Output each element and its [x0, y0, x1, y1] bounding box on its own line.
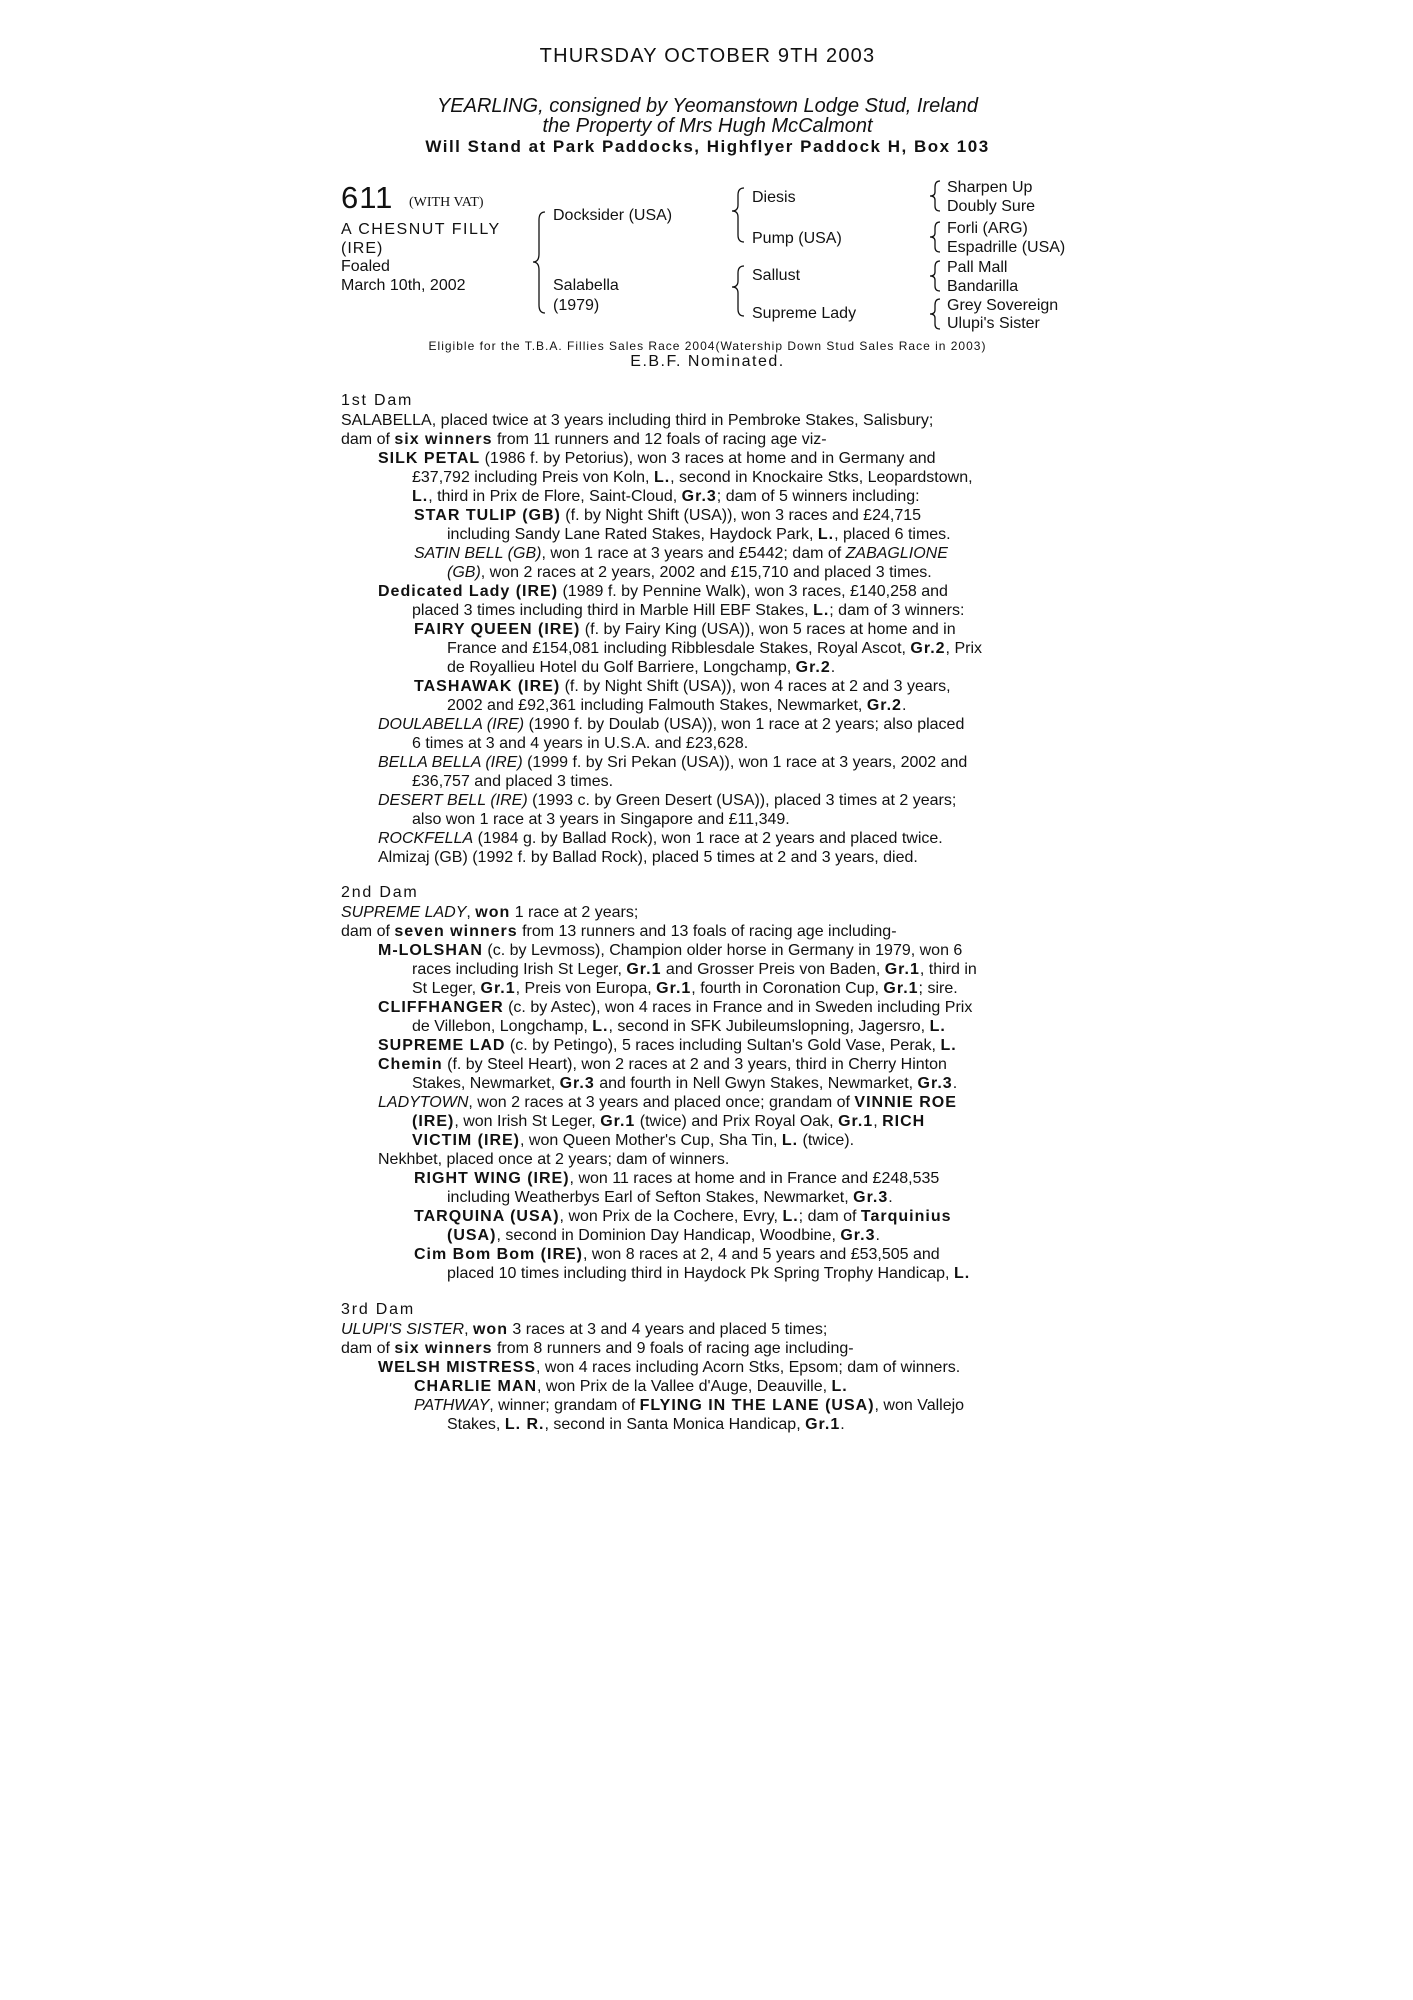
- pedigree-dam: Salabella: [553, 277, 619, 294]
- text-line: [447, 1226, 880, 1245]
- pedigree-sire-dam: Pump (USA): [752, 230, 842, 247]
- text-segment: L.: [653, 469, 671, 486]
- text-line: [412, 772, 613, 791]
- text-segment: (c. by Levmoss), Champion older horse in Germany in 1979, won 6: [482, 942, 963, 959]
- pedigree-gen4-8: Ulupi's Sister: [947, 315, 1040, 332]
- text-segment: won: [472, 1321, 508, 1338]
- text-line: [341, 430, 827, 449]
- text-segment: TARQUINA (USA): [414, 1208, 560, 1225]
- text-segment: Gr.2: [866, 697, 902, 714]
- text-segment: LADYTOWN: [378, 1094, 469, 1111]
- text-segment: (GB): [447, 564, 481, 581]
- text-segment: Dedicated Lady (IRE): [378, 583, 559, 600]
- text-line: [414, 1169, 939, 1188]
- text-segment: DESERT BELL (IRE): [378, 792, 528, 809]
- text-segment: , won Prix de la Cochere, Evry,: [559, 1208, 783, 1225]
- text-segment: dam of: [341, 431, 395, 448]
- text-line: [378, 1358, 960, 1377]
- text-segment: including Weatherbys Earl of Sefton Stakes, Newmarket,: [447, 1189, 854, 1206]
- text-segment: 2002 and £92,361 including Falmouth Stakes, Newmarket,: [447, 697, 867, 714]
- text-segment: Gr.1: [656, 980, 692, 997]
- text-segment: , won Vallejo: [874, 1397, 965, 1414]
- text-segment: RICH: [882, 1113, 926, 1130]
- ebf-nomination: E.B.F. Nominated.: [630, 353, 785, 370]
- text-segment: St Leger,: [412, 980, 481, 997]
- text-line: [378, 848, 918, 867]
- pedigree-sire: Docksider (USA): [553, 207, 673, 224]
- text-segment: Gr.1: [480, 980, 516, 997]
- text-segment: L.: [940, 1037, 957, 1054]
- text-segment: 1 race at 2 years;: [510, 904, 639, 921]
- text-segment: Tarquinius: [860, 1208, 952, 1225]
- text-segment: Gr.1: [883, 980, 919, 997]
- text-segment: (f. by Night Shift (USA)), won 4 races at 2 and 3 years,: [560, 678, 951, 695]
- text-segment: (IRE): [412, 1113, 455, 1130]
- text-segment: WELSH MISTRESS: [378, 1359, 537, 1376]
- text-line: [341, 1339, 854, 1358]
- text-segment: Nekhbet, placed once at 2 years; dam of winners.: [378, 1151, 730, 1168]
- property-line: the Property of Mrs Hugh McCalmont: [542, 115, 873, 137]
- text-segment: L.: [782, 1208, 799, 1225]
- text-line: [378, 829, 943, 848]
- text-segment: L.: [813, 602, 830, 619]
- text-line: [378, 715, 964, 734]
- text-line: [412, 1017, 946, 1036]
- text-line: [378, 1150, 729, 1169]
- pedigree-dam-sire: Sallust: [752, 267, 801, 284]
- text-segment: ; dam of 3 winners:: [829, 602, 965, 619]
- text-segment: ULUPI'S SISTER: [341, 1321, 465, 1338]
- text-line: [414, 506, 921, 525]
- foaled-label: Foaled: [341, 258, 390, 275]
- text-segment: Gr.1: [838, 1113, 874, 1130]
- text-segment: placed 3 times including third in Marble Hill EBF Stakes,: [412, 602, 814, 619]
- text-segment: Gr.3: [681, 488, 717, 505]
- text-segment: and Grosser Preis von Baden,: [661, 961, 885, 978]
- text-segment: SILK PETAL: [378, 450, 481, 467]
- text-segment: France and £154,081 including Ribblesdale Stakes, Royal Ascot,: [447, 640, 911, 657]
- text-segment: L.: [953, 1265, 971, 1282]
- sale-date: THURSDAY OCTOBER 9TH 2003: [539, 45, 876, 67]
- text-line: [412, 1112, 925, 1131]
- text-segment: Gr.3: [853, 1189, 889, 1206]
- text-line: [447, 525, 951, 544]
- text-segment: STAR TULIP (GB): [414, 507, 561, 524]
- pedigree-gen4-6: Bandarilla: [947, 278, 1019, 295]
- text-line: [378, 1093, 957, 1112]
- text-segment: .: [888, 1189, 893, 1206]
- text-segment: , second in Knockaire Stks, Leopardstown,: [670, 469, 973, 486]
- text-segment: (1999 f. by Sri Pekan (USA)), won 1 race at 3 years, 2002 and: [522, 754, 968, 771]
- text-line: [414, 544, 948, 563]
- text-segment: Gr.3: [917, 1075, 953, 1092]
- text-segment: , won Prix de la Vallee d'Auge, Deauville,: [537, 1378, 832, 1395]
- text-segment: (f. by Night Shift (USA)), won 3 races and £24,715: [560, 507, 922, 524]
- text-segment: , second in SFK Jubileumslopning, Jagersro,: [608, 1018, 930, 1035]
- text-line: [341, 903, 638, 922]
- text-segment: placed 10 times including third in Haydock Pk Spring Trophy Handicap,: [447, 1265, 954, 1282]
- text-segment: six winners: [394, 431, 493, 448]
- text-segment: L.: [592, 1018, 609, 1035]
- text-segment: (1989 f. by Pennine Walk), won 3 races, £140,258 and: [558, 583, 948, 600]
- text-segment: (1993 c. by Green Desert (USA)), placed 3 times at 2 years;: [527, 792, 957, 809]
- text-line: [412, 468, 973, 487]
- text-segment: (1984 g. by Ballad Rock), won 1 race at 2 years and placed twice.: [473, 830, 943, 847]
- text-segment: .: [875, 1227, 880, 1244]
- text-segment: , fourth in Coronation Cup,: [691, 980, 884, 997]
- text-segment: Cim Bom Bom (IRE): [414, 1246, 583, 1263]
- text-line: [412, 1074, 957, 1093]
- text-segment: seven winners: [394, 923, 518, 940]
- lot-number: 611: [341, 180, 394, 215]
- text-line: [378, 941, 962, 960]
- text-segment: Gr.1: [884, 961, 920, 978]
- text-line: [341, 411, 933, 430]
- pedigree-gen4-2: Doubly Sure: [947, 198, 1036, 215]
- lot-origin: (IRE): [341, 240, 384, 257]
- text-segment: , third in Prix de Flore, Saint-Cloud,: [428, 488, 682, 505]
- text-segment: 6 times at 3 and 4 years in U.S.A. and £23,628.: [412, 735, 749, 752]
- text-segment: CLIFFHANGER: [378, 999, 504, 1016]
- text-segment: , second in Dominion Day Handicap, Woodbine,: [496, 1227, 841, 1244]
- text-line: [447, 658, 835, 677]
- text-segment: Stakes, Newmarket,: [412, 1075, 560, 1092]
- consignment-line: YEARLING, consigned by Yeomanstown Lodge Stud, Ireland: [436, 95, 979, 117]
- text-segment: from 8 runners and 9 foals of racing age including-: [492, 1340, 854, 1357]
- text-segment: , won Queen Mother's Cup, Sha Tin,: [520, 1132, 782, 1149]
- text-segment: L.: [817, 526, 835, 543]
- text-segment: dam of: [341, 1340, 395, 1357]
- text-segment: L. R.: [504, 1416, 545, 1433]
- text-segment: SALABELLA, placed twice at 3 years including third in Pembroke Stakes, Salisbury;: [341, 412, 934, 429]
- text-segment: (f. by Steel Heart), won 2 races at 2 and 3 years, third in Cherry Hinton: [442, 1056, 947, 1073]
- text-segment: SUPREME LADY: [341, 904, 467, 921]
- text-line: [447, 696, 906, 715]
- text-line: [414, 1377, 848, 1396]
- text-line: [378, 1036, 957, 1055]
- text-line: [341, 922, 897, 941]
- text-segment: six winners: [394, 1340, 493, 1357]
- text-segment: , won 11 races at home and in France and £248,535: [569, 1170, 940, 1187]
- text-segment: .: [830, 659, 836, 676]
- text-line: [414, 1396, 964, 1415]
- text-segment: , Prix: [945, 640, 982, 657]
- text-line: [378, 582, 948, 601]
- text-segment: ROCKFELLA: [378, 830, 474, 847]
- text-segment: (twice).: [798, 1132, 855, 1149]
- pedigree-gen4-7: Grey Sovereign: [947, 297, 1059, 314]
- text-segment: L.: [831, 1378, 848, 1395]
- text-segment: SUPREME LAD: [378, 1037, 506, 1054]
- text-line: [414, 620, 956, 639]
- text-segment: Gr.2: [910, 640, 946, 657]
- text-segment: M-LOLSHAN: [378, 942, 483, 959]
- text-segment: ,: [873, 1113, 883, 1130]
- lot-description: A CHESNUT FILLY: [341, 221, 501, 238]
- pedigree-dam-year: (1979): [553, 297, 600, 314]
- pedigree-braces: [0, 0, 1413, 340]
- text-segment: (c. by Petingo), 5 races including Sultan's Gold Vase, Perak,: [505, 1037, 941, 1054]
- text-segment: , second in Santa Monica Handicap,: [544, 1416, 806, 1433]
- text-segment: L.: [781, 1132, 799, 1149]
- text-segment: ; dam of 5 winners including:: [716, 488, 920, 505]
- text-segment: VICTIM (IRE): [412, 1132, 520, 1149]
- text-segment: dam of: [341, 923, 395, 940]
- text-segment: DOULABELLA (IRE): [378, 716, 525, 733]
- text-segment: £36,757 and placed 3 times.: [412, 773, 614, 790]
- text-line: [412, 810, 790, 829]
- text-line: [378, 1055, 947, 1074]
- text-segment: Gr.2: [795, 659, 831, 676]
- text-segment: , won 8 races at 2, 4 and 5 years and £53,505 and: [583, 1246, 940, 1263]
- pedigree-gen4-3: Forli (ARG): [947, 220, 1028, 237]
- text-line: [412, 734, 748, 753]
- text-segment: ,: [466, 904, 476, 921]
- text-segment: TASHAWAK (IRE): [414, 678, 561, 695]
- text-segment: (f. by Fairy King (USA)), won 5 races at home and in: [580, 621, 956, 638]
- text-segment: Stakes,: [447, 1416, 505, 1433]
- text-segment: (1986 f. by Petorius), won 3 races at home and in Germany and: [480, 450, 936, 467]
- eligibility-note: Eligible for the T.B.A. Fillies Sales Race 2004(Watership Down Stud Sales Race in 2003): [428, 339, 987, 353]
- text-line: [447, 1264, 970, 1283]
- text-line: [378, 449, 936, 468]
- text-segment: , won 1 race at 3 years and £5442; dam of: [541, 545, 846, 562]
- pedigree-gen4-5: Pall Mall: [947, 259, 1008, 276]
- text-segment: FAIRY QUEEN (IRE): [414, 621, 581, 638]
- text-line: [414, 677, 951, 696]
- text-segment: PATHWAY: [414, 1397, 490, 1414]
- text-segment: ,: [464, 1321, 473, 1338]
- vat-note: (WITH VAT): [409, 195, 484, 210]
- text-segment: Gr.1: [805, 1416, 841, 1433]
- text-segment: CHARLIE MAN: [414, 1378, 537, 1395]
- text-segment: FLYING IN THE LANE (USA): [639, 1397, 875, 1414]
- pedigree-gen4-1: Sharpen Up: [947, 179, 1033, 196]
- text-segment: , won Irish St Leger,: [454, 1113, 601, 1130]
- text-line: [447, 563, 932, 582]
- text-segment: .: [952, 1075, 958, 1092]
- text-line: [414, 1207, 952, 1226]
- pedigree-dam-dam: Supreme Lady: [752, 305, 857, 322]
- text-segment: de Royallieu Hotel du Golf Barriere, Longchamp,: [447, 659, 796, 676]
- foaled-date: March 10th, 2002: [341, 277, 466, 294]
- text-segment: VINNIE ROE: [854, 1094, 957, 1111]
- text-segment: , placed 6 times.: [834, 526, 951, 543]
- text-segment: £37,792 including Preis von Koln,: [412, 469, 654, 486]
- text-segment: also won 1 race at 3 years in Singapore and £11,349.: [412, 811, 790, 828]
- text-line: [378, 998, 972, 1017]
- first-dam-title: 1st Dam: [341, 392, 414, 409]
- text-segment: from 13 runners and 13 foals of racing age including-: [517, 923, 897, 940]
- text-segment: including Sandy Lane Rated Stakes, Haydock Park,: [447, 526, 818, 543]
- text-segment: and fourth in Nell Gwyn Stakes, Newmarket,: [594, 1075, 918, 1092]
- text-segment: Almizaj (GB) (1992 f. by Ballad Rock), placed 5 times at 2 and 3 years, died.: [378, 849, 918, 866]
- text-segment: RIGHT WING (IRE): [414, 1170, 570, 1187]
- text-segment: ; dam of: [798, 1208, 861, 1225]
- text-line: [414, 1245, 940, 1264]
- text-segment: .: [901, 697, 907, 714]
- pedigree-sire-sire: Diesis: [752, 189, 796, 206]
- text-segment: , Preis von Europa,: [515, 980, 657, 997]
- text-segment: from 11 runners and 12 foals of racing age viz-: [492, 431, 827, 448]
- text-line: [378, 791, 956, 810]
- second-dam-title: 2nd Dam: [341, 884, 419, 901]
- text-segment: , winner; grandam of: [489, 1397, 640, 1414]
- stand-location: Will Stand at Park Paddocks, Highflyer Paddock H, Box 103: [425, 137, 990, 156]
- text-segment: Gr.1: [600, 1113, 636, 1130]
- text-line: [447, 1188, 893, 1207]
- text-segment: Gr.3: [559, 1075, 595, 1092]
- text-line: [412, 960, 977, 979]
- text-line: [447, 1415, 845, 1434]
- text-line: [412, 487, 920, 506]
- text-segment: .: [840, 1416, 845, 1433]
- text-segment: L.: [412, 488, 429, 505]
- text-line: [341, 1320, 827, 1339]
- text-segment: races including Irish St Leger,: [412, 961, 627, 978]
- text-segment: (USA): [447, 1227, 497, 1244]
- text-line: [412, 601, 964, 620]
- text-segment: (c. by Astec), won 4 races in France and in Sweden including Prix: [503, 999, 973, 1016]
- text-line: [412, 979, 958, 998]
- text-segment: , won 4 races including Acorn Stks, Epsom; dam of winners.: [536, 1359, 961, 1376]
- text-segment: Gr.1: [626, 961, 662, 978]
- text-segment: SATIN BELL (GB): [414, 545, 542, 562]
- text-segment: de Villebon, Longchamp,: [412, 1018, 593, 1035]
- text-segment: Gr.3: [840, 1227, 876, 1244]
- text-segment: , won 2 races at 3 years and placed once; grandam of: [468, 1094, 855, 1111]
- text-segment: BELLA BELLA (IRE): [378, 754, 523, 771]
- text-segment: (1990 f. by Doulab (USA)), won 1 race at 2 years; also placed: [524, 716, 965, 733]
- text-segment: ZABAGLIONE: [845, 545, 948, 562]
- text-segment: , won 2 races at 2 years, 2002 and £15,710 and placed 3 times.: [480, 564, 932, 581]
- text-segment: 3 races at 3 and 4 years and placed 5 times;: [507, 1321, 828, 1338]
- text-segment: , third in: [919, 961, 977, 978]
- text-line: [378, 753, 967, 772]
- text-segment: L.: [929, 1018, 946, 1035]
- text-segment: ; sire.: [918, 980, 958, 997]
- text-line: [447, 639, 982, 658]
- third-dam-title: 3rd Dam: [341, 1301, 415, 1318]
- text-segment: won: [475, 904, 511, 921]
- text-line: [412, 1131, 854, 1150]
- pedigree-gen4-4: Espadrille (USA): [947, 239, 1066, 256]
- text-segment: Chemin: [378, 1056, 443, 1073]
- text-segment: (twice) and Prix Royal Oak,: [635, 1113, 839, 1130]
